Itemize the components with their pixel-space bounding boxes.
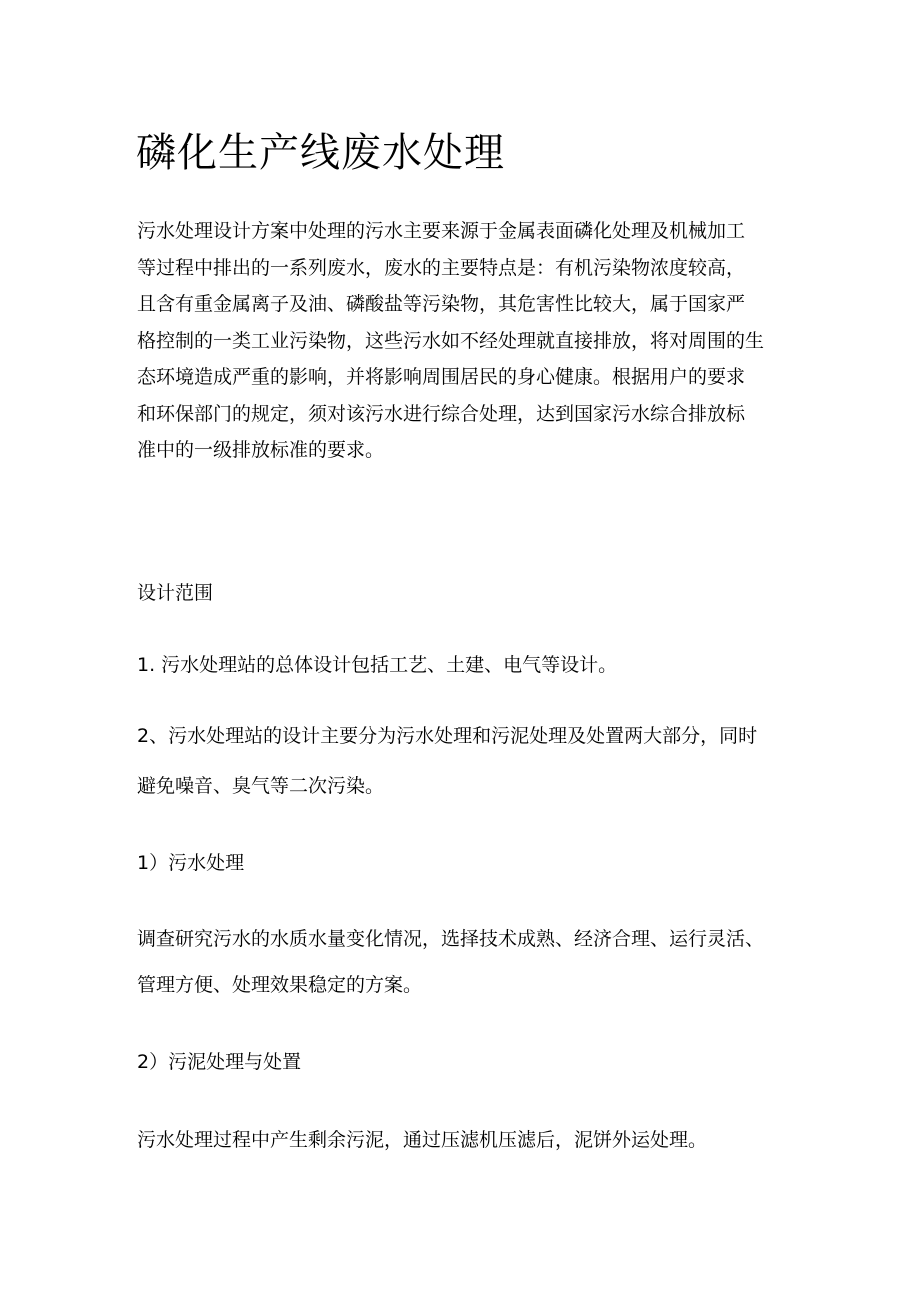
sub2-text: 污水处理过程中产生剩余污泥，通过压滤机压滤后，泥饼外运处理。 [137,1129,708,1151]
intro-line: 格控制的一类工业污染物，这些污水如不经处理就直接排放，将对周围的生 [137,329,765,352]
intro-line: 且含有重金属离子及油、磷酸盐等污染物，其危害性比较大，属于国家严 [137,293,746,315]
sub1-line: 调查研究污水的水质水量变化情况，选择技术成熟、经济合理、运行灵活、 [137,928,765,950]
scope-item-2-line: 2、污水处理站的设计主要分为污水处理和污泥处理及处置两大部分，同时 [137,725,758,747]
intro-line: 污水处理设计方案中处理的污水主要来源于金属表面磷化处理及机械加工 [137,220,746,242]
intro-line: 态环境造成严重的影响，并将影响周围居民的身心健康。根据用户的要求 [137,366,746,388]
intro-line: 等过程中排出的一系列废水，废水的主要特点是：有机污染物浓度较高， [137,256,746,279]
intro-paragraph [137,213,797,469]
sub1-line: 管理方便、处理效果稳定的方案。 [137,974,423,996]
scope-item-1: 1. 污水处理站的总体设计包括工艺、土建、电气等设计。 [137,654,618,676]
document-title: 磷化生产线废水处理 [136,130,505,176]
scope-item-2-line: 避免噪音、臭气等二次污染。 [137,775,385,797]
scope-heading: 设计范围 [137,582,214,604]
intro-line: 和环保部门的规定，须对该污水进行综合处理，达到国家污水综合排放标 [137,402,746,425]
intro-line: 准中的一级排放标准的要求。 [137,439,385,461]
sub1-heading: 1）污水处理 [137,852,245,874]
sub2-heading: 2）污泥处理与处置 [137,1051,302,1073]
